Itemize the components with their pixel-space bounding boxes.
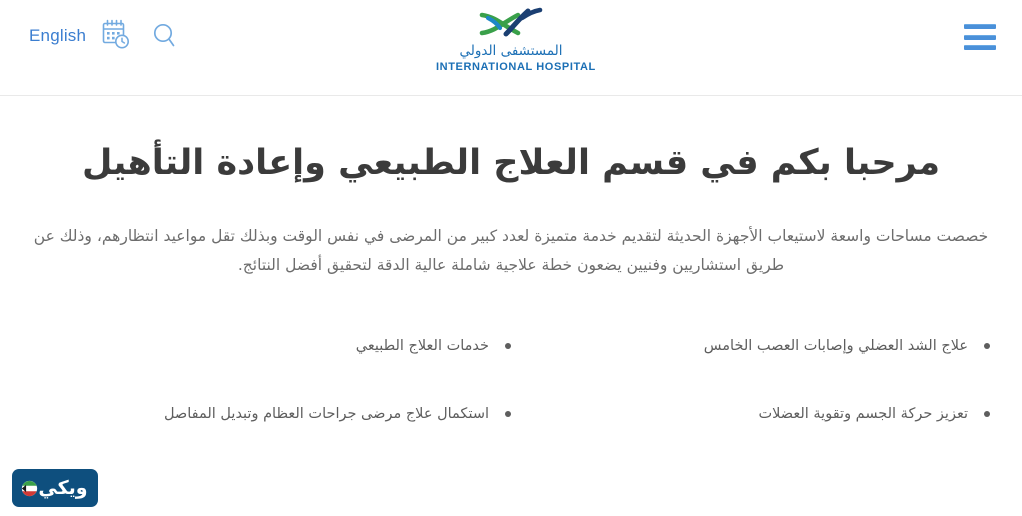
bullet-icon (505, 343, 511, 349)
list-item-label: تعزيز حركة الجسم وتقوية العضلات (758, 406, 968, 423)
services-lists (14, 280, 1008, 474)
hamburger-menu-icon[interactable] (964, 24, 996, 50)
services-list-right (32, 336, 511, 474)
list-item (32, 336, 511, 358)
watermark-label (38, 476, 88, 499)
main-content (0, 96, 1022, 473)
services-list-left (511, 336, 990, 474)
wiki-watermark-badge[interactable] (12, 469, 98, 507)
search-icon[interactable] (145, 20, 177, 50)
hamburger-bar (964, 35, 996, 40)
logo-english-name: INTERNATIONAL HOSPITAL (436, 60, 596, 73)
logo-arabic-name: المستشفى الدولي (459, 43, 563, 59)
calendar-clock-icon[interactable] (101, 19, 131, 51)
intro-paragraph: خصصت مساحات واسعة لاستيعاب الأجهزة الحديثة لتقديم خدمة متميزة لعدد كبير من المرضى في نفس الوقت وبذلك تقل مواعيد انتظارهم، وذلك عن طريق استشاريين وفنيين يضعون خطة علاجية شاملة عالية الدقة لتحقيق أفضل النتائج. (33, 227, 989, 274)
page-title: مرحبا بكم في قسم العلاج الطبيعي وإعادة التأهيل (81, 143, 941, 183)
dna-cross-logo-mark (466, 6, 556, 42)
bullet-icon (505, 411, 511, 417)
list-item-label: استكمال علاج مرضى جراحات العظام وتبديل المفاصل (163, 406, 489, 423)
language-switch-link[interactable]: English (29, 25, 87, 45)
bullet-icon (984, 343, 990, 349)
list-item (511, 404, 990, 426)
bullet-icon (984, 411, 990, 417)
watermark-text: ويكي (38, 476, 88, 499)
header-left-tools (28, 19, 177, 51)
list-item-label: خدمات العلاج الطبيعي (355, 337, 489, 354)
list-item (511, 336, 990, 358)
kuwait-flag-circle-icon (21, 480, 38, 497)
hamburger-bar (964, 24, 996, 29)
list-item-label: علاج الشد العضلي وإصابات العصب الخامس (703, 337, 968, 354)
site-header (0, 0, 1022, 96)
site-logo[interactable] (436, 6, 596, 74)
list-item (32, 404, 511, 426)
hamburger-bar (964, 45, 996, 50)
